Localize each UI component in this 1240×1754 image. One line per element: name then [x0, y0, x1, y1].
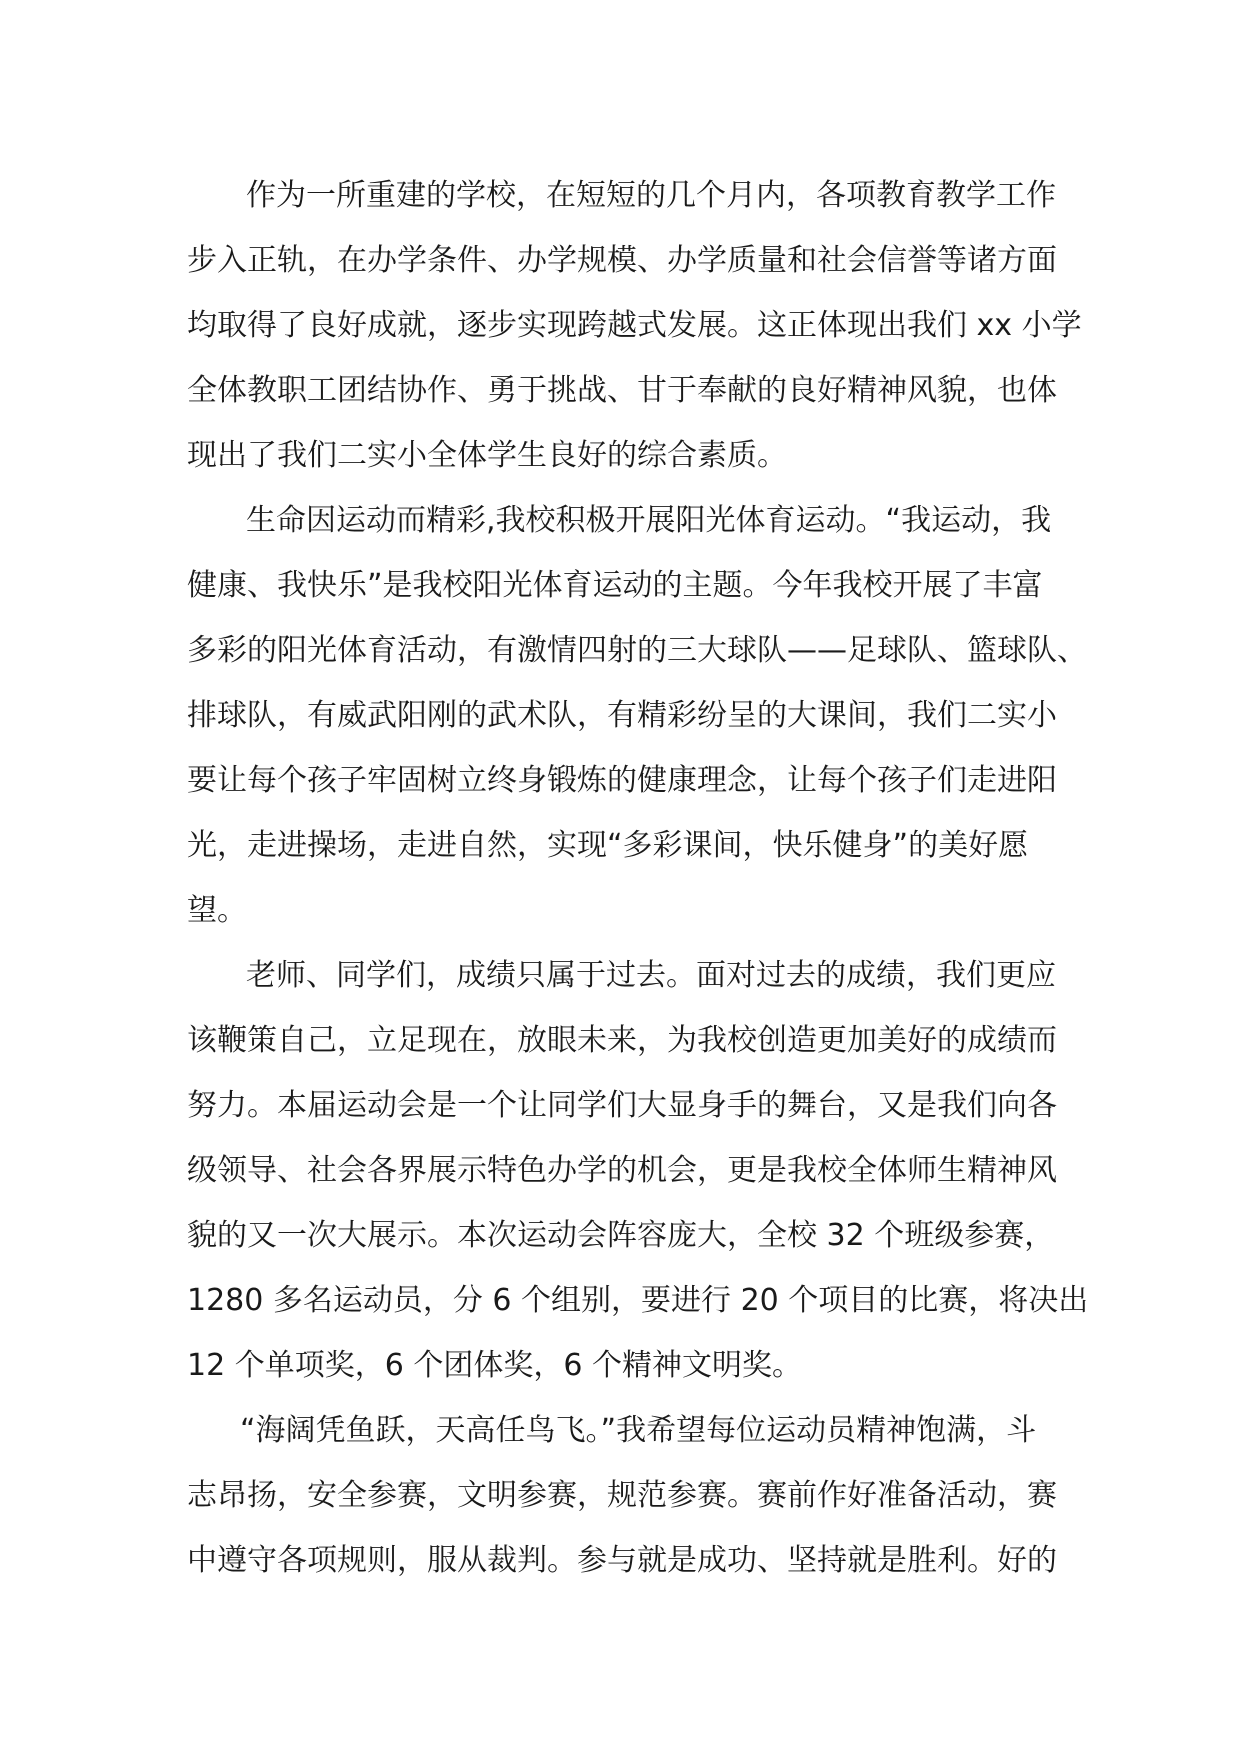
- paragraph-2-line-3: 多彩的阳光体育活动，有激情四射的三大球队——足球队、篮球队、: [187, 633, 1087, 668]
- paragraph-2-line-2: 健康、我快乐”是我校阳光体育运动的主题。今年我校开展了丰富: [187, 568, 1043, 603]
- paragraph-2-line-1: 生命因运动而精彩,我校积极开展阳光体育运动。“我运动，我: [246, 503, 1052, 538]
- paragraph-2-line-4: 排球队，有威武阳刚的武术队，有精彩纷呈的大课间，我们二实小: [187, 698, 1057, 733]
- paragraph-1-line-4: 全体教职工团结协作、勇于挑战、甘于奉献的良好精神风貌，也体: [187, 373, 1057, 408]
- paragraph-3-line-5: 貌的又一次大展示。本次运动会阵容庞大，全校 32 个班级参赛，: [187, 1218, 1055, 1253]
- paragraph-2-line-5: 要让每个孩子牢固树立终身锻炼的健康理念，让每个孩子们走进阳: [187, 763, 1057, 798]
- paragraph-1-line-3: 均取得了良好成就，逐步实现跨越式发展。这正体现出我们 xx 小学: [187, 308, 1082, 343]
- paragraph-1-line-2: 步入正轨，在办学条件、办学规模、办学质量和社会信誉等诸方面: [187, 243, 1057, 278]
- paragraph-1-line-1: 作为一所重建的学校，在短短的几个月内，各项教育教学工作: [246, 178, 1056, 213]
- paragraph-3-line-2: 该鞭策自己，立足现在，放眼未来，为我校创造更加美好的成绩而: [187, 1023, 1057, 1058]
- paragraph-3-line-7: 12 个单项奖，6 个团体奖，6 个精神文明奖。: [187, 1348, 802, 1383]
- paragraph-3-line-1: 老师、同学们，成绩只属于过去。面对过去的成绩，我们更应: [246, 958, 1056, 993]
- paragraph-2-line-7: 望。: [187, 893, 247, 928]
- paragraph-3-line-6: 1280 多名运动员，分 6 个组别，要进行 20 个项目的比赛，将决出: [187, 1283, 1089, 1318]
- paragraph-3-line-4: 级领导、社会各界展示特色办学的机会，更是我校全体师生精神风: [187, 1153, 1057, 1188]
- paragraph-4-line-1: “海阔凭鱼跃，天高任鸟飞。”我希望每位运动员精神饱满，斗: [240, 1413, 1037, 1448]
- paragraph-3-line-3: 努力。本届运动会是一个让同学们大显身手的舞台，又是我们向各: [187, 1088, 1057, 1123]
- paragraph-4-line-3: 中遵守各项规则，服从裁判。参与就是成功、坚持就是胜利。好的: [187, 1543, 1057, 1578]
- paragraph-4-line-2: 志昂扬，安全参赛，文明参赛，规范参赛。赛前作好准备活动，赛: [187, 1478, 1057, 1513]
- paragraph-1-line-5: 现出了我们二实小全体学生良好的综合素质。: [187, 438, 787, 473]
- paragraph-2-line-6: 光，走进操场，走进自然，实现“多彩课间，快乐健身”的美好愿: [187, 828, 1029, 863]
